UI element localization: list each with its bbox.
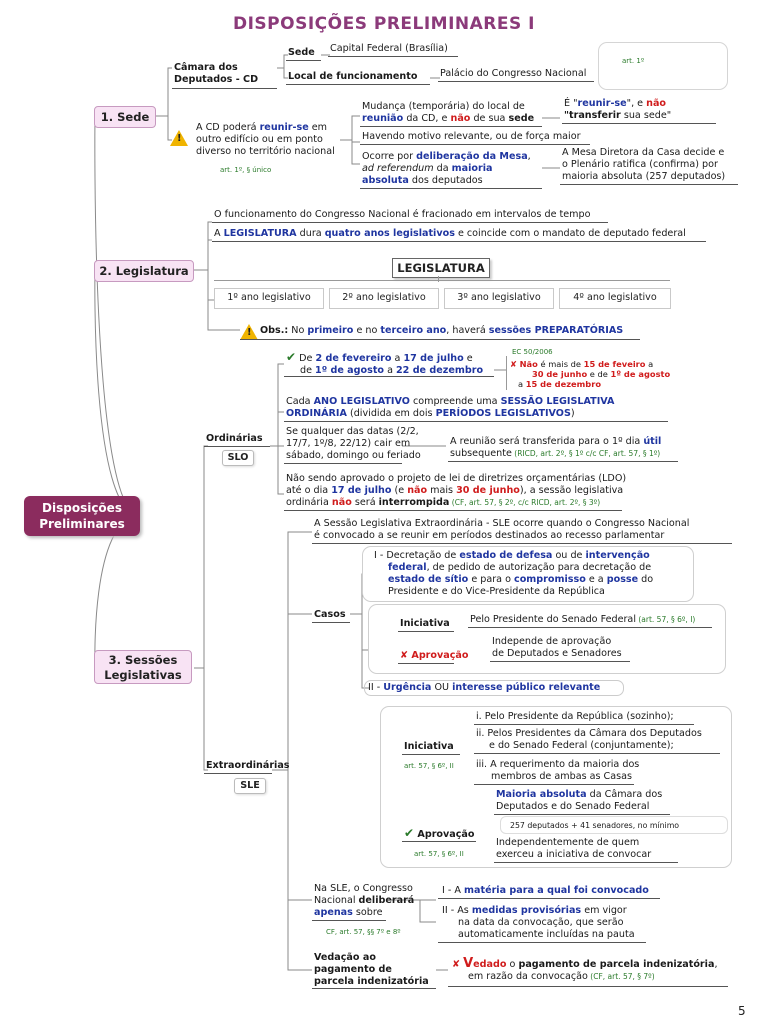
caso-i-text: I - Decretação de estado de defesa ou de intervenção federal, de pedido de autorização para decretação de estado de sítio e para o compromisso e a posse do Presidente e do Vice-Presidente da República (374, 550, 654, 597)
reunir-text: A CD poderá reunir-se em outro edifício ou em ponto diverso no território nacional (196, 122, 335, 157)
slo-chip: SLO (222, 450, 254, 466)
ec-text: ✘ Não é mais de 15 de feveiro a 30 de junho e de 1º de agosto a 15 de dezembro (510, 359, 671, 389)
branch-legislatura[interactable]: 2. Legislatura (94, 260, 194, 282)
branch-sessoes[interactable]: 3. Sessões Legislativas (94, 650, 192, 684)
page-title: DISPOSIÇÕES PRELIMINARES I (233, 14, 535, 34)
maioria-text: Maioria absoluta da Câmara dos Deputados e do Senado Federal (496, 789, 663, 812)
obs-text: Obs.: No primeiro e no terceiro ano, haverá sessões PREPARATÓRIAS (260, 325, 624, 336)
sle-chip: SLE (234, 778, 266, 794)
extraordinarias-label: Extraordinárias (206, 760, 290, 771)
aprovacao-label-1: ✘ Aprovação (400, 650, 469, 661)
x-icon: ✘ (510, 359, 517, 369)
vedacao-label: Vedação ao pagamento de parcela indenizatória (314, 952, 429, 987)
sede-value: Capital Federal (Brasília) (330, 43, 448, 54)
camara-label: Câmara dos Deputados - CD (174, 62, 259, 85)
dates-text: ✔ De 2 de fevereiro a 17 de julho e de 1º de agosto a 22 de dezembro (286, 350, 484, 376)
vedado-text: ✘ Vedado o pagamento de parcela indenizatória, em razão da convocação (CF, art. 57, § 7º) (452, 956, 718, 982)
year-box-3: 3º ano legislativo (444, 288, 554, 309)
mesa-text: A Mesa Diretora da Casa decide e o Plenário ratifica (confirma) por maioria absoluta (257 deputados) (562, 147, 726, 182)
branch-line-sessoes (95, 516, 140, 668)
qualquer-datas-text: Se qualquer das datas (2/2, 17/7, 1º/8, 22/12) cair em sábado, domingo ou feriado (286, 426, 421, 461)
fracionado-text: O funcionamento do Congresso Nacional é fracionado em intervalos de tempo (214, 209, 591, 220)
independentemente-text: Independentemente de quem exerceu a iniciativa de convocar (496, 837, 652, 860)
ano-legislativo-text: Cada ANO LEGISLATIVO compreende uma SESSÃO LEGISLATIVA ORDINÁRIA (dividida em dois PERÍODOS LEGISLATIVOS) (286, 396, 615, 419)
casos-label: Casos (314, 609, 346, 620)
branch-line-sede (95, 116, 140, 516)
branch-sede[interactable]: 1. Sede (94, 106, 156, 128)
warning-icon-obs: ! (240, 324, 258, 340)
ini-iii: iii. A requerimento da maioria dos membros de ambas as Casas (476, 759, 640, 782)
check-icon: ✔ (404, 826, 415, 840)
year-box-4: 4º ano legislativo (559, 288, 671, 309)
ordinarias-label: Ordinárias (206, 433, 263, 444)
root-node[interactable] (24, 496, 140, 536)
reunir-transferir-text: É "reunir-se", e não "transferir sua sede" (564, 98, 672, 121)
legislatura-def: A LEGISLATURA dura quatro anos legislativos e coincide com o mandato de deputado federal (214, 228, 686, 239)
root-label-2: Preliminares (39, 517, 125, 531)
year-box-2: 2º ano legislativo (329, 288, 439, 309)
year-box-1: 1º ano legislativo (214, 288, 324, 309)
ini-i: i. Pelo Presidente da República (sozinho); (476, 711, 674, 722)
ec-ref: EC 50/2006 (512, 348, 553, 356)
art1-ref: art. 1º (622, 57, 645, 65)
ocorre-text: Ocorre por deliberação da Mesa, ad referendum da maioria absoluta dos deputados (362, 151, 531, 186)
ini-ii: ii. Pelos Presidentes da Câmara dos Deputados e do Senado Federal (conjuntamente); (476, 728, 702, 751)
check-icon: ✔ (286, 350, 297, 364)
cf577-ref: CF, art. 57, §§ 7º e 8º (326, 928, 401, 936)
aprovacao-label-2: ✔ Aprovação (404, 826, 475, 840)
iniciativa-label-1: Iniciativa (400, 618, 450, 629)
na-sle-text: Na SLE, o Congresso Nacional deliberará apenas sobre (314, 883, 415, 918)
caso-ii-text: II - Urgência OU interesse público relevante (368, 682, 601, 693)
num-deputados: 257 deputados + 41 senadores, no mínimo (510, 821, 680, 830)
local-label: Local de funcionamento (288, 71, 418, 82)
sle-def-text: A Sessão Legislativa Extraordinária - SLE ocorre quando o Congresso Nacional é convocado a se reunir em períodos destinados ao recesso parlamentar (314, 518, 690, 541)
transferida-text: A reunião será transferida para o 1º dia útil subsequente (RICD, art. 2º, § 1º c/c CF, art. 57, § 1º) (450, 436, 662, 459)
art576ii-ref-1: art. 57, § 6º, II (404, 762, 454, 770)
art1-unico-ref: art. 1º, § único (220, 166, 272, 174)
legislatura-box: LEGISLATURA (392, 258, 490, 278)
local-value: Palácio do Congresso Nacional (440, 68, 587, 79)
mp-text: II - As medidas provisórias em vigor na data da convocação, que serão automaticamente incluídas na pauta (442, 905, 635, 940)
mudanca-text: Mudança (temporária) do local de reunião da CD, e não de sua sede (362, 101, 535, 124)
iniciativa-label-2: Iniciativa (404, 741, 454, 752)
independe-text: Independe de aprovação de Deputados e Senadores (492, 636, 622, 659)
motivo-text: Havendo motivo relevante, ou de força maior (362, 131, 581, 142)
x-icon: ✘ (400, 650, 409, 661)
warning-icon: ! (170, 130, 188, 146)
page-number: 5 (738, 1004, 746, 1018)
materia-text: I - A matéria para a qual foi convocado (442, 885, 649, 896)
sede-label: Sede (288, 47, 315, 58)
ldo-text: Não sendo aprovado o projeto de lei de diretrizes orçamentárias (LDO) até o dia 17 de julho (e não mais 30 de junho), a sessão legislativa ordinária não será interrompida (CF, art. 57, § 2º, c/c RICD, art. 2º, § 3º) (286, 473, 627, 508)
root-label-1: Disposições (42, 501, 122, 515)
art576ii-ref-2: art. 57, § 6º, II (414, 850, 464, 858)
x-icon: ✘ (452, 959, 461, 970)
pres-senado-text: Pelo Presidente do Senado Federal (art. 57, § 6º, I) (470, 614, 696, 625)
